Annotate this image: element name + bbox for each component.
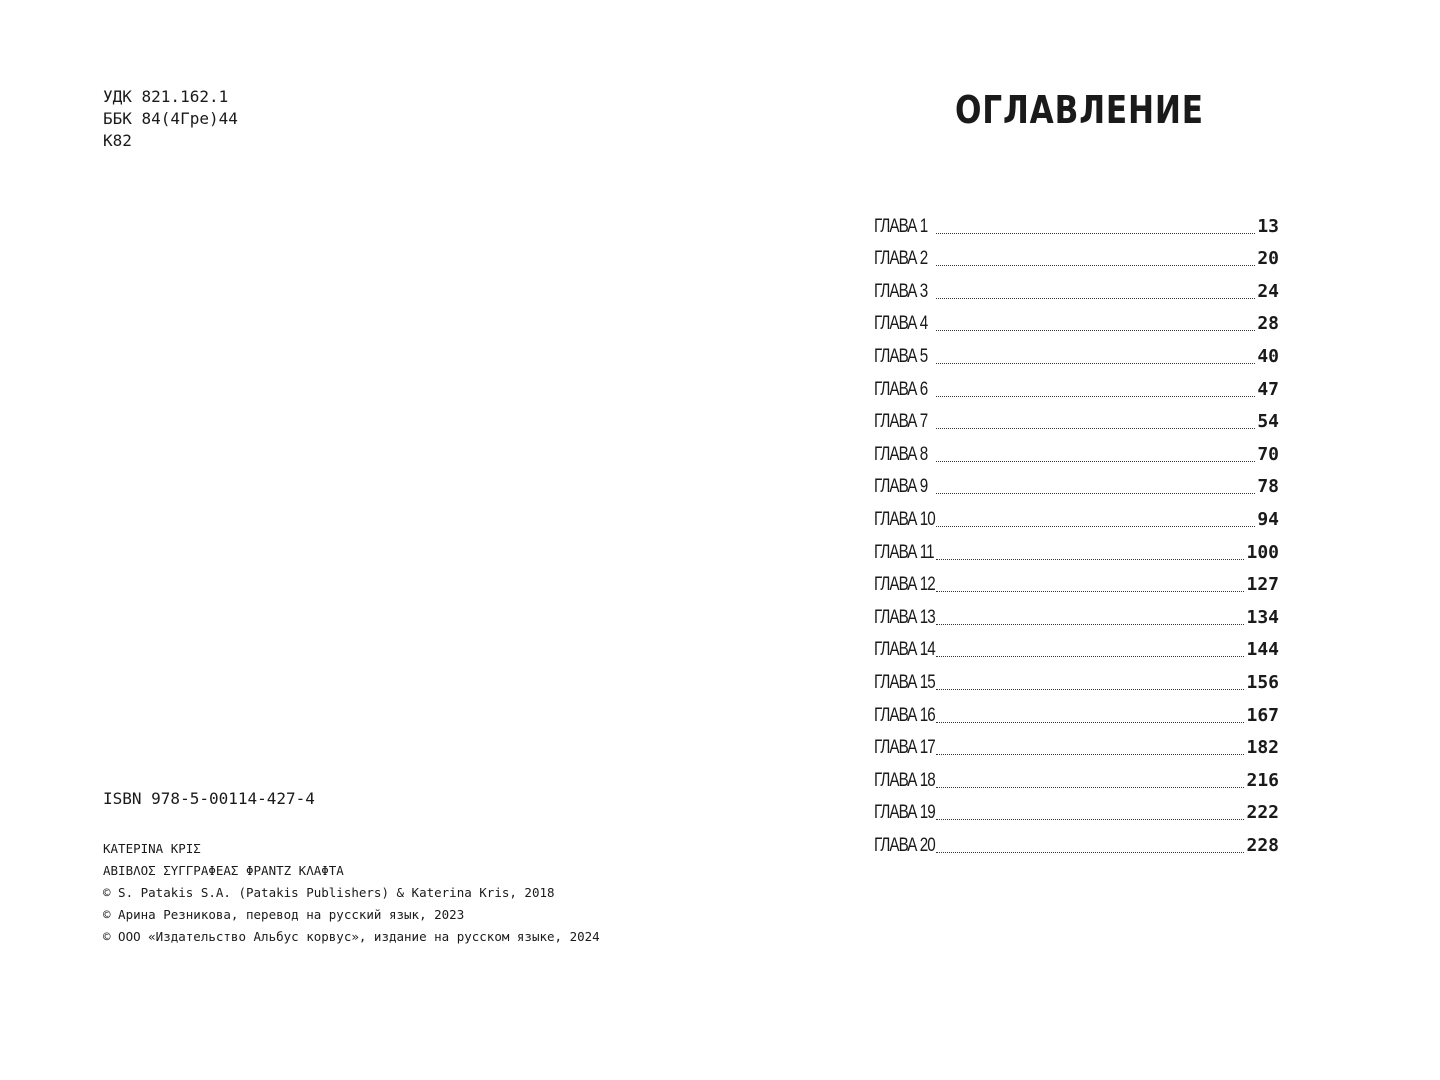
toc-entry-label: ГЛАВА 15 xyxy=(874,671,935,693)
toc-entry-page: 40 xyxy=(1257,345,1279,367)
toc-entry-label: ГЛАВА 8 xyxy=(874,443,928,465)
toc-leader-dots xyxy=(936,590,1244,592)
toc-leader-dots xyxy=(936,460,1255,462)
right-page xyxy=(720,0,1440,1080)
toc-leader-dots xyxy=(936,786,1244,788)
toc-entry-page: 216 xyxy=(1246,769,1279,791)
toc-entry-page: 144 xyxy=(1246,639,1279,661)
toc-list xyxy=(874,210,1279,862)
original-author: ΚΑΤΕΡΙΝΑ ΚΡΙΣ xyxy=(103,841,201,856)
toc-leader-dots xyxy=(936,492,1255,494)
toc-leader-dots xyxy=(936,818,1244,820)
toc-leader-dots xyxy=(936,851,1244,853)
toc-entry-label: ГЛАВА 20 xyxy=(874,834,935,856)
toc-entry-label: ГЛАВА 12 xyxy=(874,574,935,596)
toc-entry-label: ГЛАВА 4 xyxy=(874,313,928,335)
toc-entry xyxy=(874,634,1279,667)
udk-code: УДК 821.162.1 xyxy=(103,87,229,106)
toc-entry xyxy=(874,601,1279,634)
toc-entry-label: ГЛАВА 13 xyxy=(874,606,935,628)
toc-entry-page: 156 xyxy=(1246,671,1279,693)
toc-entry-page: 28 xyxy=(1257,313,1279,335)
toc-entry-label: ГЛАВА 11 xyxy=(874,541,934,563)
author-mark: К82 xyxy=(103,131,132,150)
toc-entry-label: ГЛАВА 18 xyxy=(874,769,935,791)
toc-leader-dots xyxy=(936,427,1255,429)
toc-entry-page: 54 xyxy=(1257,411,1279,433)
toc-leader-dots xyxy=(936,721,1244,723)
toc-entry xyxy=(874,308,1279,341)
toc-entry-page: 182 xyxy=(1246,737,1279,759)
toc-entry xyxy=(874,797,1279,830)
toc-entry xyxy=(874,764,1279,797)
toc-entry-page: 228 xyxy=(1246,834,1279,856)
toc-entry xyxy=(874,340,1279,373)
toc-entry-label: ГЛАВА 7 xyxy=(874,411,928,433)
toc-entry xyxy=(874,373,1279,406)
toc-entry xyxy=(874,471,1279,504)
bbk-code: ББК 84(4Гре)44 xyxy=(103,109,238,128)
toc-entry xyxy=(874,732,1279,765)
toc-leader-dots xyxy=(936,232,1255,234)
copyright-translation: © Арина Резникова, перевод на русский язык, 2023 xyxy=(103,907,465,922)
toc-entry-page: 222 xyxy=(1246,802,1279,824)
toc-entry-label: ГЛАВА 19 xyxy=(874,802,935,824)
toc-entry-page: 100 xyxy=(1246,541,1279,563)
toc-entry xyxy=(874,438,1279,471)
toc-entry-page: 94 xyxy=(1257,508,1279,530)
toc-leader-dots xyxy=(936,329,1255,331)
toc-leader-dots xyxy=(936,395,1255,397)
toc-leader-dots xyxy=(936,264,1255,266)
toc-leader-dots xyxy=(936,753,1244,755)
toc-entry-label: ГЛАВА 17 xyxy=(874,737,935,759)
toc-entry xyxy=(874,275,1279,308)
toc-entry-label: ГЛАВА 14 xyxy=(874,639,935,661)
toc-title: ОГЛАВЛЕНИЕ xyxy=(955,88,1204,132)
toc-entry xyxy=(874,243,1279,276)
toc-entry-label: ГЛАВА 3 xyxy=(874,280,928,302)
toc-entry-page: 127 xyxy=(1246,574,1279,596)
isbn: ISBN 978-5-00114-427-4 xyxy=(103,789,315,808)
toc-entry-label: ГЛАВА 9 xyxy=(874,476,928,498)
toc-leader-dots xyxy=(936,362,1255,364)
toc-entry-label: ГЛАВА 5 xyxy=(874,345,928,367)
toc-entry xyxy=(874,569,1279,602)
toc-leader-dots xyxy=(936,297,1255,299)
toc-entry-page: 24 xyxy=(1257,280,1279,302)
toc-entry-label: ГЛАВА 16 xyxy=(874,704,935,726)
toc-entry-page: 78 xyxy=(1257,476,1279,498)
toc-entry-label: ГЛАВА 10 xyxy=(874,508,935,530)
catalog-codes xyxy=(103,86,238,152)
toc-leader-dots xyxy=(936,558,1244,560)
toc-entry-label: ГЛАВА 2 xyxy=(874,248,928,270)
toc-entry-page: 20 xyxy=(1257,248,1279,270)
copyright-publisher: © ООО «Издательство Альбус корвус», издание на русском языке, 2024 xyxy=(103,929,600,944)
toc-entry-label: ГЛАВА 1 xyxy=(874,215,928,237)
toc-entry-page: 134 xyxy=(1246,606,1279,628)
toc-leader-dots xyxy=(936,525,1255,527)
toc-entry-page: 167 xyxy=(1246,704,1279,726)
toc-entry-page: 47 xyxy=(1257,378,1279,400)
toc-entry xyxy=(874,666,1279,699)
original-title: ΑΒΙΒΛΟΣ ΣΥΓΓΡΑΦΕΑΣ ΦΡΑΝΤΖ ΚΛΑΦΤΑ xyxy=(103,863,344,878)
copyright-block xyxy=(103,838,600,948)
toc-entry xyxy=(874,536,1279,569)
toc-entry-label: ГЛАВА 6 xyxy=(874,378,928,400)
toc-leader-dots xyxy=(936,655,1244,657)
toc-entry xyxy=(874,210,1279,243)
toc-entry xyxy=(874,503,1279,536)
toc-leader-dots xyxy=(936,688,1244,690)
toc-entry xyxy=(874,699,1279,732)
toc-entry xyxy=(874,829,1279,862)
toc-entry-page: 13 xyxy=(1257,215,1279,237)
copyright-original: © S. Patakis S.A. (Patakis Publishers) & Katerina Kris, 2018 xyxy=(103,885,555,900)
toc-entry-page: 70 xyxy=(1257,443,1279,465)
toc-entry xyxy=(874,406,1279,439)
toc-leader-dots xyxy=(936,623,1244,625)
